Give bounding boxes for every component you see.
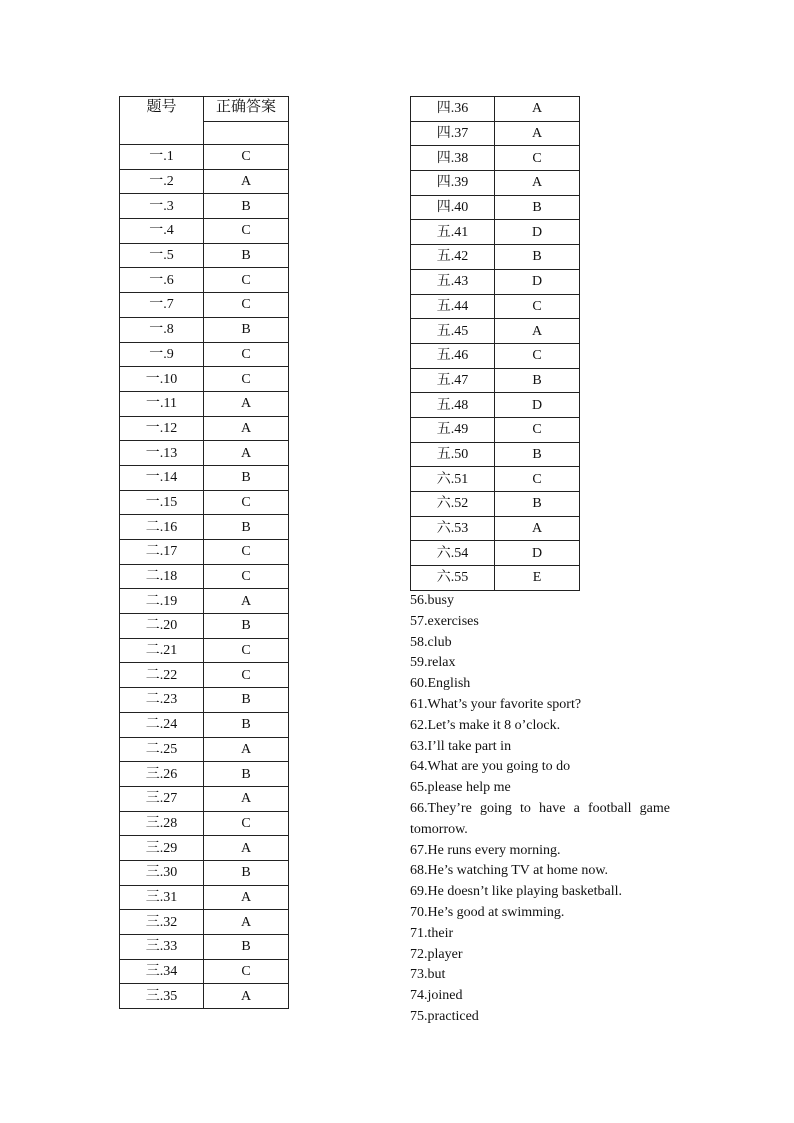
table-row xyxy=(120,614,289,639)
question-number-cell: 五.45 xyxy=(411,319,495,344)
question-number-cell: 一.1 xyxy=(120,145,204,170)
answer-text: He’s watching TV at home now. xyxy=(427,863,609,879)
table-row xyxy=(120,169,289,194)
answer-cell: C xyxy=(204,811,289,836)
table-row xyxy=(120,342,289,367)
table-row xyxy=(120,515,289,540)
answer-number: 74. xyxy=(410,988,428,1004)
table-row xyxy=(120,935,289,960)
answer-line xyxy=(410,591,670,612)
question-number-cell: 二.18 xyxy=(120,564,204,589)
answer-cell: C xyxy=(204,564,289,589)
answer-cell: D xyxy=(495,541,580,566)
table-row xyxy=(120,441,289,466)
answer-cell: D xyxy=(495,393,580,418)
answer-line xyxy=(410,965,670,986)
question-number-cell: 五.47 xyxy=(411,368,495,393)
answer-cell: D xyxy=(495,269,580,294)
table-row xyxy=(411,566,580,591)
answer-line xyxy=(410,882,670,903)
question-number-cell: 四.37 xyxy=(411,121,495,146)
answer-cell: A xyxy=(204,786,289,811)
table-row xyxy=(411,220,580,245)
question-number-cell: 六.54 xyxy=(411,541,495,566)
question-number-cell: 六.55 xyxy=(411,566,495,591)
question-number-cell: 一.8 xyxy=(120,317,204,342)
answer-cell: A xyxy=(495,121,580,146)
answer-cell: C xyxy=(204,490,289,515)
question-number-cell: 一.11 xyxy=(120,391,204,416)
table-row xyxy=(120,219,289,244)
answer-cell: B xyxy=(204,465,289,490)
question-number-cell: 一.10 xyxy=(120,367,204,392)
table-row xyxy=(411,294,580,319)
question-number-cell: 一.4 xyxy=(120,219,204,244)
answer-cell: B xyxy=(495,368,580,393)
answer-number: 59. xyxy=(410,655,428,671)
table-row xyxy=(120,564,289,589)
answer-text: but xyxy=(427,967,446,983)
answer-text: They’re going to have a football game tomorrow. xyxy=(410,800,670,837)
answer-cell: A xyxy=(204,984,289,1009)
answer-number: 56. xyxy=(410,593,428,608)
answer-number: 72. xyxy=(410,946,428,962)
answer-text: He’s good at swimming. xyxy=(427,904,565,920)
question-number-cell: 四.40 xyxy=(411,195,495,220)
answer-table-right xyxy=(410,96,580,591)
question-number-cell: 三.33 xyxy=(120,935,204,960)
question-number-cell: 一.13 xyxy=(120,441,204,466)
answer-cell: A xyxy=(204,589,289,614)
table-row xyxy=(120,194,289,219)
table-row xyxy=(120,367,289,392)
answer-line xyxy=(410,716,670,737)
table-row xyxy=(120,145,289,170)
answer-line xyxy=(410,799,670,841)
answer-cell: B xyxy=(495,442,580,467)
answer-text: English xyxy=(427,676,471,692)
question-number-cell: 六.53 xyxy=(411,516,495,541)
answer-number: 61. xyxy=(410,696,428,712)
answer-cell: C xyxy=(495,343,580,368)
question-number-cell: 一.3 xyxy=(120,194,204,219)
table-row xyxy=(120,416,289,441)
question-number-cell: 三.26 xyxy=(120,762,204,787)
table-row xyxy=(120,465,289,490)
table-row xyxy=(411,343,580,368)
table-row xyxy=(411,269,580,294)
question-number-cell: 六.51 xyxy=(411,467,495,492)
answer-cell: A xyxy=(204,169,289,194)
question-number-cell: 四.39 xyxy=(411,171,495,196)
question-number-cell: 三.35 xyxy=(120,984,204,1009)
question-number-cell: 五.41 xyxy=(411,220,495,245)
question-number-cell: 三.27 xyxy=(120,786,204,811)
table-row xyxy=(120,293,289,318)
table-row xyxy=(411,516,580,541)
table-row xyxy=(411,541,580,566)
table-row xyxy=(411,417,580,442)
answer-number: 66. xyxy=(410,800,428,816)
answer-cell: A xyxy=(204,836,289,861)
answer-table-left xyxy=(119,96,289,1009)
question-number-cell: 五.43 xyxy=(411,269,495,294)
table-row xyxy=(120,984,289,1009)
table-row xyxy=(411,97,580,122)
table-row xyxy=(411,442,580,467)
answer-cell: B xyxy=(204,712,289,737)
answer-text: practiced xyxy=(427,1008,479,1024)
answer-line xyxy=(410,903,670,924)
answer-cell: C xyxy=(204,268,289,293)
table-row xyxy=(120,836,289,861)
answer-cell: C xyxy=(495,146,580,171)
answer-text: exercises xyxy=(427,613,479,629)
answer-cell: E xyxy=(495,566,580,591)
answer-cell: A xyxy=(204,391,289,416)
table-row xyxy=(120,638,289,663)
answer-cell: C xyxy=(204,293,289,318)
answer-text: please help me xyxy=(427,780,511,796)
table-row xyxy=(120,317,289,342)
table-row xyxy=(120,737,289,762)
question-number-cell: 五.49 xyxy=(411,417,495,442)
table-row xyxy=(120,391,289,416)
question-number-cell: 四.36 xyxy=(411,97,495,122)
answer-cell: B xyxy=(204,317,289,342)
table-row xyxy=(411,393,580,418)
table-row xyxy=(120,688,289,713)
table-row xyxy=(120,712,289,737)
answer-text: What’s your favorite sport? xyxy=(427,696,582,712)
question-number-cell: 五.42 xyxy=(411,245,495,270)
answer-cell: A xyxy=(495,319,580,344)
answer-cell: C xyxy=(204,663,289,688)
answer-cell: B xyxy=(204,194,289,219)
answer-cell: B xyxy=(204,935,289,960)
question-number-cell: 五.46 xyxy=(411,343,495,368)
table-row xyxy=(120,268,289,293)
answer-line xyxy=(410,612,670,633)
header-blank-cell xyxy=(204,122,289,145)
answer-line xyxy=(410,633,670,654)
answer-text: What are you going to do xyxy=(427,759,571,775)
answer-number: 68. xyxy=(410,863,428,879)
question-number-cell: 三.31 xyxy=(120,885,204,910)
answer-cell: C xyxy=(204,367,289,392)
answer-number: 62. xyxy=(410,717,428,733)
answer-cell: A xyxy=(204,441,289,466)
question-number-cell: 一.7 xyxy=(120,293,204,318)
table-row xyxy=(411,492,580,517)
question-number-cell: 一.9 xyxy=(120,342,204,367)
question-number-cell: 三.29 xyxy=(120,836,204,861)
answer-line xyxy=(410,924,670,945)
question-number-cell: 三.32 xyxy=(120,910,204,935)
table-row xyxy=(411,146,580,171)
answer-cell: D xyxy=(495,220,580,245)
question-number-cell: 五.50 xyxy=(411,442,495,467)
table-row xyxy=(411,467,580,492)
answer-line xyxy=(410,778,670,799)
table-row xyxy=(411,171,580,196)
table-row xyxy=(411,319,580,344)
question-number-cell: 六.52 xyxy=(411,492,495,517)
answer-number: 60. xyxy=(410,676,428,692)
answer-cell: A xyxy=(204,910,289,935)
answer-line xyxy=(410,945,670,966)
answer-cell: A xyxy=(204,416,289,441)
answer-cell: C xyxy=(204,219,289,244)
answer-line xyxy=(410,861,670,882)
answer-number: 70. xyxy=(410,904,428,920)
table-row xyxy=(120,910,289,935)
table-header-row xyxy=(120,97,289,122)
table-row xyxy=(120,540,289,565)
question-number-cell: 二.17 xyxy=(120,540,204,565)
question-number-cell: 一.5 xyxy=(120,243,204,268)
answer-cell: C xyxy=(495,294,580,319)
answer-cell: A xyxy=(204,737,289,762)
answer-line xyxy=(410,737,670,758)
answer-number: 75. xyxy=(410,1008,428,1024)
table-row xyxy=(411,195,580,220)
table-row xyxy=(120,490,289,515)
question-number-cell: 三.30 xyxy=(120,860,204,885)
table-row xyxy=(120,663,289,688)
question-number-cell: 五.44 xyxy=(411,294,495,319)
answer-cell: C xyxy=(495,467,580,492)
question-number-cell: 二.20 xyxy=(120,614,204,639)
answer-cell: B xyxy=(495,492,580,517)
question-number-cell: 三.34 xyxy=(120,959,204,984)
answer-line xyxy=(410,841,670,862)
answer-cell: C xyxy=(204,638,289,663)
answer-cell: B xyxy=(495,195,580,220)
question-number-cell: 三.28 xyxy=(120,811,204,836)
answer-number: 73. xyxy=(410,967,428,983)
answer-number: 57. xyxy=(410,613,428,629)
question-number-cell: 一.14 xyxy=(120,465,204,490)
answer-cell: A xyxy=(495,516,580,541)
answer-line xyxy=(410,1007,670,1028)
table-row xyxy=(120,885,289,910)
answer-cell: A xyxy=(495,97,580,122)
answer-text: busy xyxy=(427,593,454,608)
answer-cell: B xyxy=(204,688,289,713)
answer-number: 69. xyxy=(410,884,428,900)
written-answers-list xyxy=(410,591,670,1028)
table-row xyxy=(411,368,580,393)
answer-cell: C xyxy=(204,959,289,984)
table-row xyxy=(411,245,580,270)
question-number-cell: 一.6 xyxy=(120,268,204,293)
answer-cell: A xyxy=(204,885,289,910)
answer-text: club xyxy=(427,634,452,650)
question-number-cell: 二.22 xyxy=(120,663,204,688)
header-correct-answer: 正确答案 xyxy=(204,97,289,122)
answer-line xyxy=(410,695,670,716)
question-number-cell: 二.16 xyxy=(120,515,204,540)
answer-text: He runs every morning. xyxy=(427,842,561,858)
answer-line xyxy=(410,653,670,674)
question-number-cell: 一.15 xyxy=(120,490,204,515)
answer-cell: B xyxy=(204,243,289,268)
answer-text: their xyxy=(427,925,454,941)
answer-cell: B xyxy=(204,860,289,885)
answer-cell: C xyxy=(204,145,289,170)
answer-number: 71. xyxy=(410,925,428,941)
answer-line xyxy=(410,674,670,695)
table-row xyxy=(120,860,289,885)
answer-line xyxy=(410,757,670,778)
table-row xyxy=(120,811,289,836)
answer-cell: B xyxy=(204,515,289,540)
answer-text: joined xyxy=(427,988,463,1004)
answer-cell: B xyxy=(204,762,289,787)
question-number-cell: 一.2 xyxy=(120,169,204,194)
table-row xyxy=(120,786,289,811)
answer-cell: C xyxy=(204,540,289,565)
question-number-cell: 五.48 xyxy=(411,393,495,418)
table-row xyxy=(411,121,580,146)
answer-text: relax xyxy=(427,655,456,671)
answer-text: player xyxy=(427,946,463,962)
answer-text: Let’s make it 8 o’clock. xyxy=(427,717,561,733)
answer-cell: C xyxy=(495,417,580,442)
question-number-cell: 四.38 xyxy=(411,146,495,171)
question-number-cell: 二.24 xyxy=(120,712,204,737)
table-row xyxy=(120,243,289,268)
answer-number: 58. xyxy=(410,634,428,650)
answer-number: 64. xyxy=(410,759,428,775)
question-number-cell: 二.23 xyxy=(120,688,204,713)
table-row xyxy=(120,762,289,787)
answer-line xyxy=(410,986,670,1007)
answer-text: I’ll take part in xyxy=(427,738,512,754)
answer-cell: A xyxy=(495,171,580,196)
table-row xyxy=(120,589,289,614)
answer-cell: B xyxy=(204,614,289,639)
question-number-cell: 一.12 xyxy=(120,416,204,441)
answer-cell: B xyxy=(495,245,580,270)
table-row xyxy=(120,959,289,984)
question-number-cell: 二.19 xyxy=(120,589,204,614)
answer-number: 65. xyxy=(410,780,428,796)
answer-cell: C xyxy=(204,342,289,367)
header-question-number: 题号 xyxy=(120,97,204,145)
answer-number: 63. xyxy=(410,738,428,754)
answer-number: 67. xyxy=(410,842,428,858)
question-number-cell: 二.21 xyxy=(120,638,204,663)
question-number-cell: 二.25 xyxy=(120,737,204,762)
answer-text: He doesn’t like playing basketball. xyxy=(427,884,623,900)
